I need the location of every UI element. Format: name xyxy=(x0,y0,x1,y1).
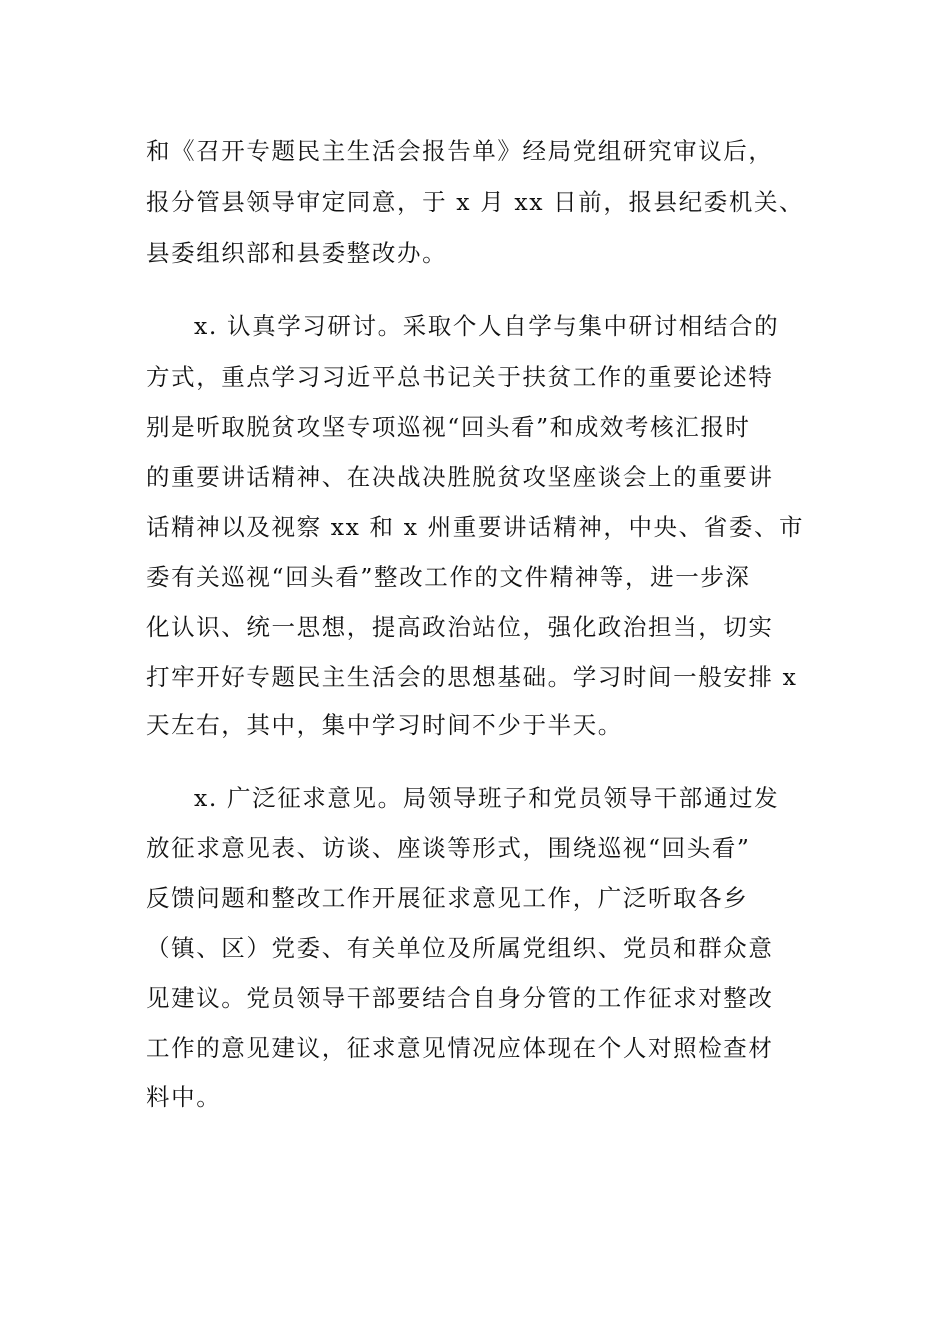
paragraph-3-line-6: 工作的意见建议，征求意见情况应体现在个人对照检查材 xyxy=(146,1034,774,1062)
paragraph-2-line-8: 打牢开好专题民主生活会的思想基础。学习时间一般安排 x xyxy=(146,663,798,691)
paragraph-2-line-2: 方式，重点学习习近平总书记关于扶贫工作的重要论述特 xyxy=(146,363,774,391)
paragraph-1-line-2: 报分管县领导审定同意，于 x 月 xx 日前，报县纪委机关、 xyxy=(146,188,805,216)
paragraph-2-line-9: 天左右，其中，集中学习时间不少于半天。 xyxy=(146,711,623,739)
paragraph-2-line-1: x. 认真学习研讨。采取个人自学与集中研讨相结合的 xyxy=(194,312,780,340)
paragraph-2-line-3: 别是听取脱贫攻坚专项巡视“回头看”和成效考核汇报时 xyxy=(146,413,751,441)
paragraph-3-line-3: 反馈问题和整改工作开展征求意见工作，广泛听取各乡 xyxy=(146,884,749,912)
paragraph-3-line-2: 放征求意见表、访谈、座谈等形式，围绕巡视“回头看” xyxy=(146,834,751,862)
paragraph-2-line-4: 的重要讲话精神、在决战决胜脱贫攻坚座谈会上的重要讲 xyxy=(146,463,774,491)
paragraph-2-line-7: 化认识、统一思想，提高政治站位，强化政治担当，切实 xyxy=(146,613,774,641)
paragraph-3-line-5: 见建议。党员领导干部要结合自身分管的工作征求对整改 xyxy=(146,984,774,1012)
paragraph-3-line-7: 料中。 xyxy=(146,1083,222,1111)
paragraph-3-line-1: x. 广泛征求意见。局领导班子和党员领导干部通过发 xyxy=(194,784,780,812)
paragraph-2-line-5: 话精神以及视察 xx 和 x 州重要讲话精神，中央、省委、市 xyxy=(146,513,805,541)
paragraph-3-line-4: （镇、区）党委、有关单位及所属党组织、党员和群众意 xyxy=(146,934,774,962)
paragraph-1-line-1: 和《召开专题民主生活会报告单》经局党组研究审议后， xyxy=(146,137,774,165)
paragraph-2-line-6: 委有关巡视“回头看”整改工作的文件精神等，进一步深 xyxy=(146,563,751,591)
paragraph-1-line-3: 县委组织部和县委整改办。 xyxy=(146,239,448,267)
